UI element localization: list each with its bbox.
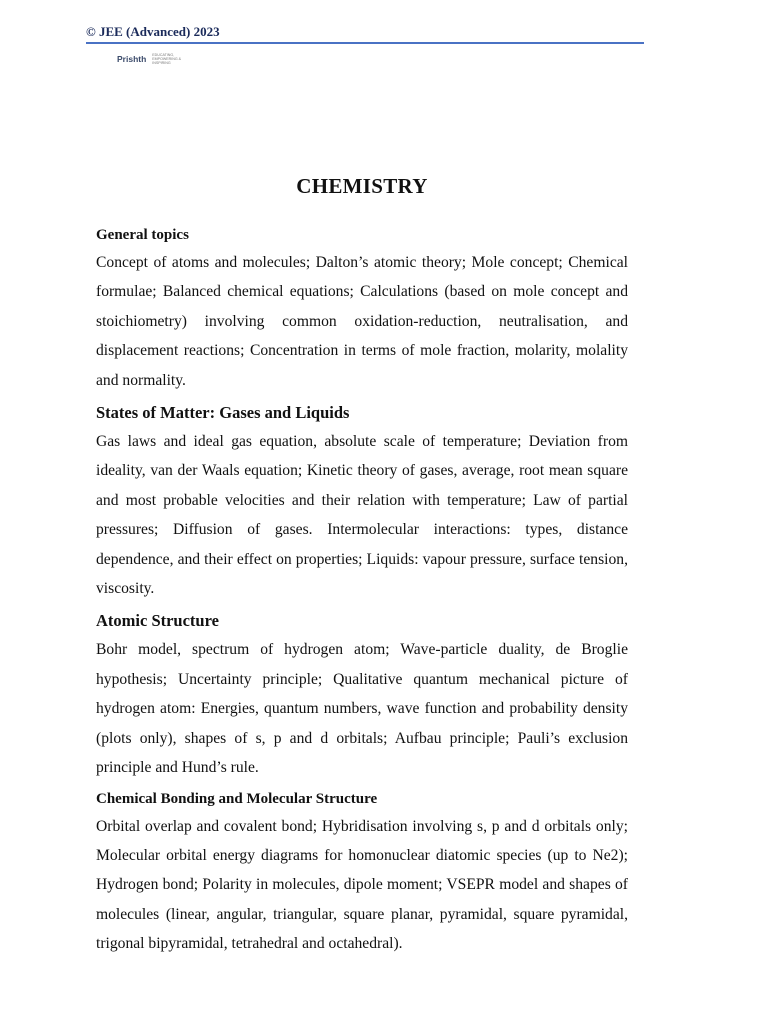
section-heading: General topics bbox=[96, 227, 189, 243]
section-body: Orbital overlap and covalent bond; Hybridisation involving s, p and d orbitals only; Molecular orbital energy diagrams for homonuclear diatomic species (up to Ne2); Hydrogen bond; Polarity in molecules, dipole moment; VSEPR model and shapes of molecules (linear, angular, triangular, square planar, pyramidal, square pyramidal, trigonal bipyramidal, tetrahedral and octahedral). bbox=[96, 817, 628, 953]
section-chemical-bonding bbox=[96, 791, 628, 959]
section-atomic-structure bbox=[96, 611, 628, 782]
brand-logo bbox=[117, 53, 194, 65]
section-states-of-matter bbox=[96, 403, 628, 603]
page-header bbox=[86, 24, 644, 44]
section-body: Gas laws and ideal gas equation, absolute scale of temperature; Deviation from ideality, van der Waals equation; Kinetic theory of gases, average, root mean square and most probable velocities and their relation with temperature; Law of partial pressures; Diffusion of gases. Intermolecular interactions: types, distance dependence, and their effect on properties; Liquids: vapour pressure, surface tension, viscosity. bbox=[96, 433, 628, 598]
brand-name: Prishth bbox=[117, 54, 147, 64]
brand-tagline: EDUCATING, EMPOWERING & INSPIRING bbox=[152, 53, 182, 65]
document-title: CHEMISTRY bbox=[296, 174, 428, 198]
section-heading: States of Matter: Gases and Liquids bbox=[96, 403, 350, 423]
section-general-topics bbox=[96, 227, 628, 395]
section-body: Concept of atoms and molecules; Dalton’s atomic theory; Mole concept; Chemical formulae; Balanced chemical equations; Calculations (based on mole concept and stoichiometry) involving common oxidation-reduction, neutralisation, and displacement reactions; Concentration in terms of mole fraction, molarity, molality and normality. bbox=[96, 254, 628, 389]
section-heading: Chemical Bonding and Molecular Structure bbox=[96, 790, 378, 807]
section-body: Bohr model, spectrum of hydrogen atom; Wave-particle duality, de Broglie hypothesis; Uncertainty principle; Qualitative quantum mechanical picture of hydrogen atom: Energies, quantum numbers, wave function and probability density (plots only), shapes of s, p and d orbitals; Aufbau principle; Pauli’s exclusion principle and Hund’s rule. bbox=[96, 641, 628, 777]
header-title: © JEE (Advanced) 2023 bbox=[86, 24, 220, 39]
document-body bbox=[96, 174, 628, 967]
section-heading: Atomic Structure bbox=[96, 611, 219, 631]
